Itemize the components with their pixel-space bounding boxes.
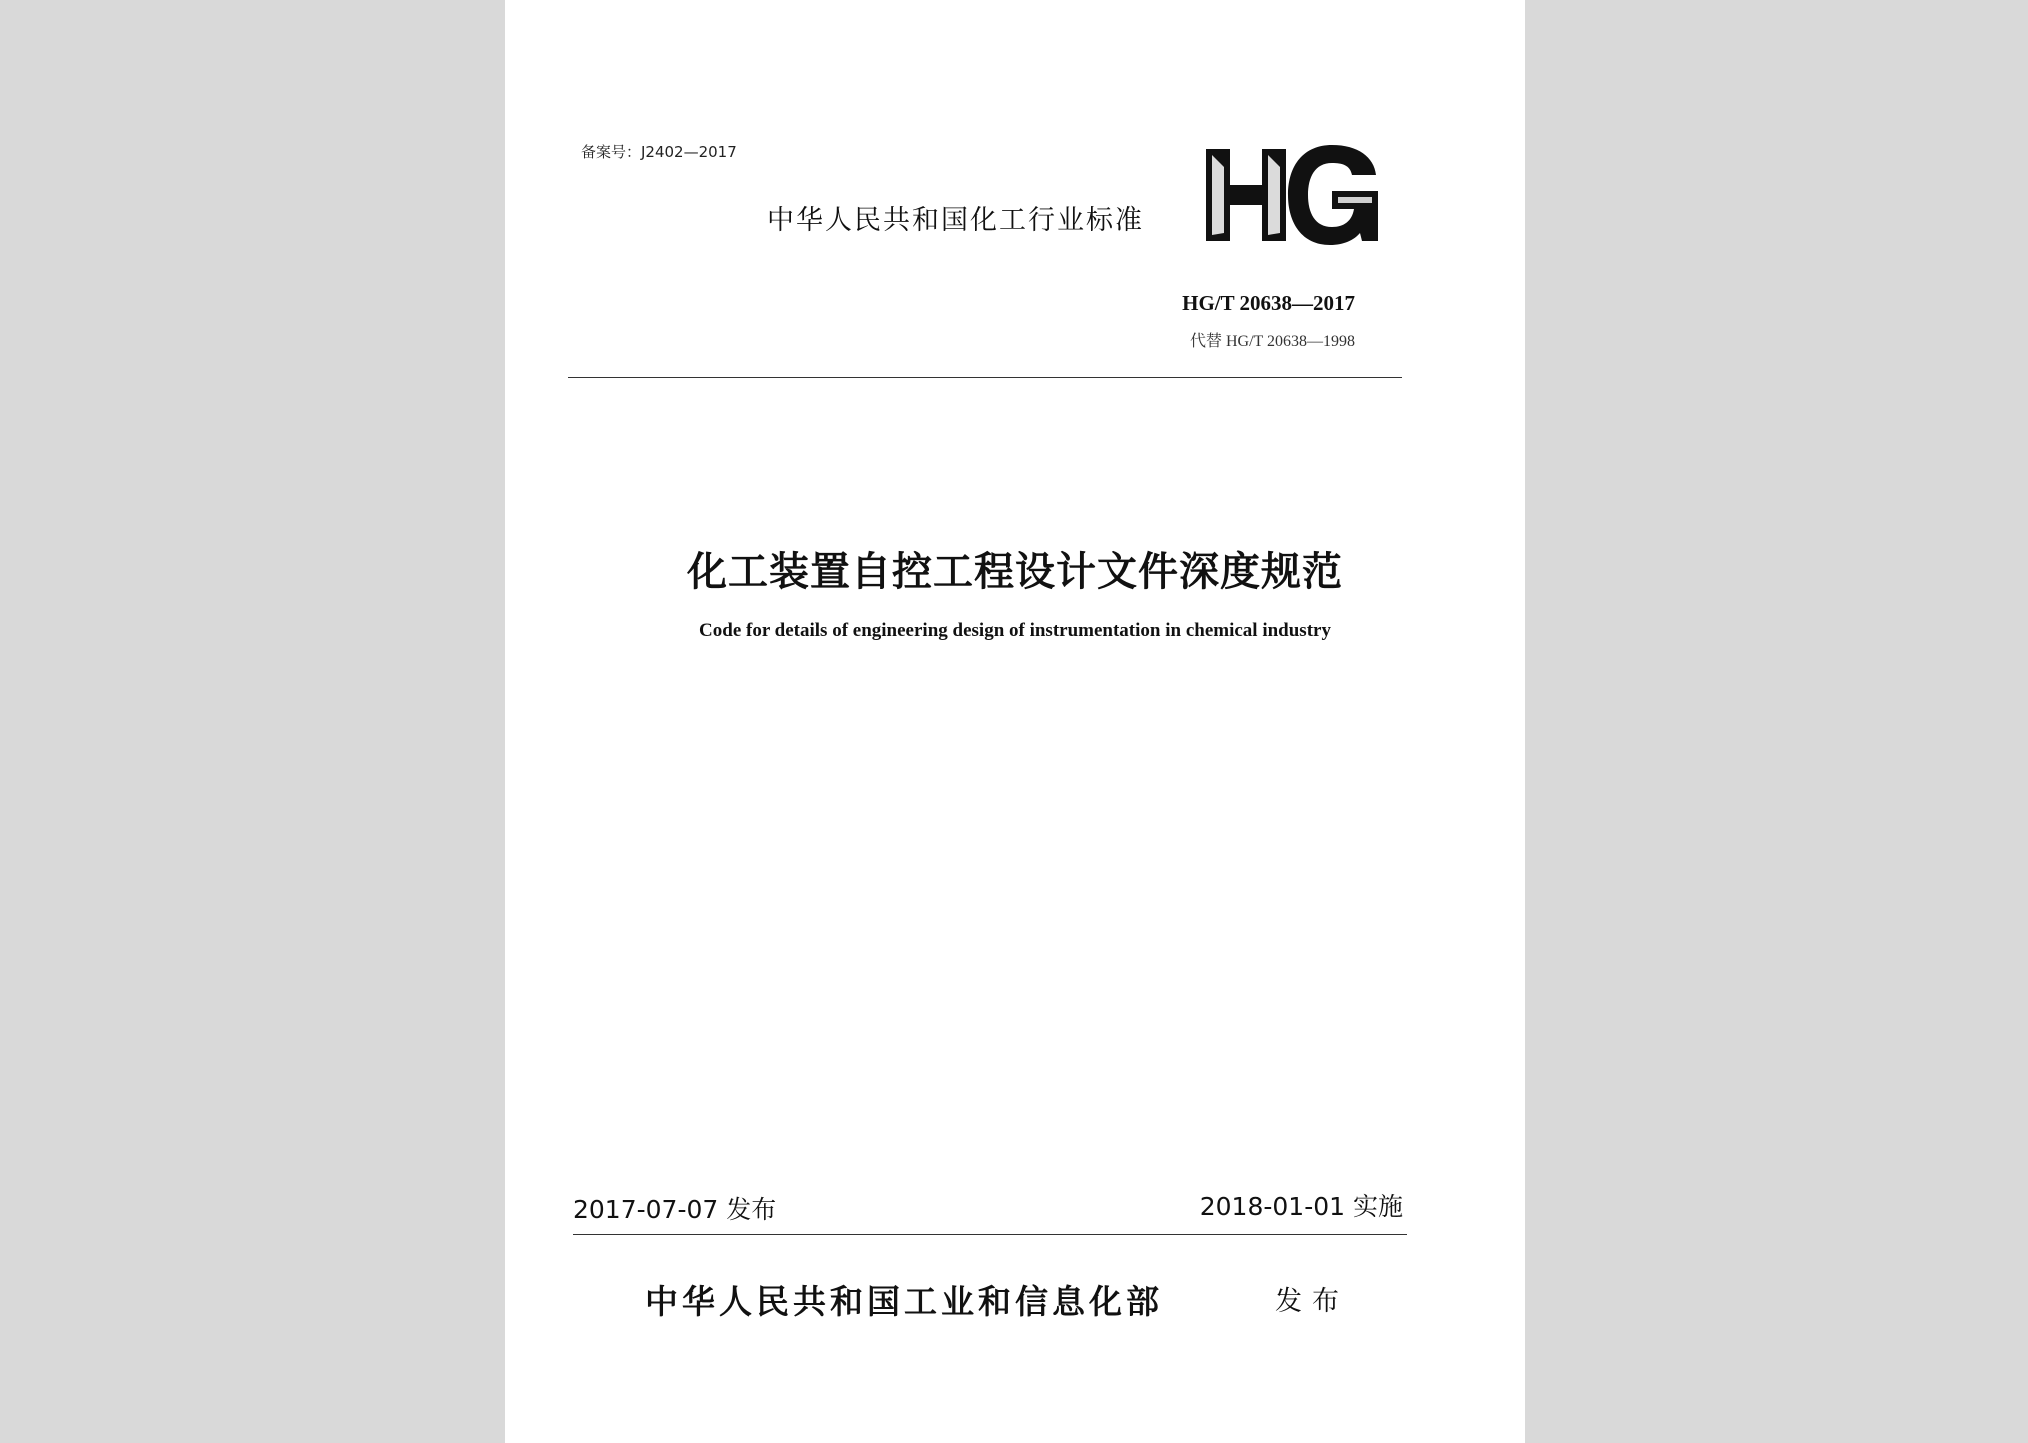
bottom-divider	[573, 1234, 1407, 1235]
hg-logo	[1200, 145, 1385, 245]
publish-label: 发布	[1275, 1286, 1349, 1317]
issue-date: 2017-07-07 发布	[573, 1195, 777, 1224]
replaces-standard: 代替 HG/T 20638—1998	[1189, 333, 1355, 350]
filing-number: 备案号：J2402—2017	[581, 143, 737, 161]
document-title-english: Code for details of engineering design of instrumentation in chemical industry	[699, 620, 1331, 641]
effective-date: 2018-01-01 实施	[1199, 1192, 1403, 1221]
top-divider	[568, 377, 1402, 378]
hg-logo-icon	[1200, 145, 1385, 245]
standard-number: HG/T 20638—2017	[1182, 291, 1355, 315]
document-title-chinese: 化工装置自控工程设计文件深度规范	[687, 549, 1343, 595]
document-page	[505, 0, 1525, 1443]
publisher-name: 中华人民共和国工业和信息化部	[645, 1282, 1163, 1321]
standard-category: 中华人民共和国化工行业标准	[767, 205, 1144, 236]
